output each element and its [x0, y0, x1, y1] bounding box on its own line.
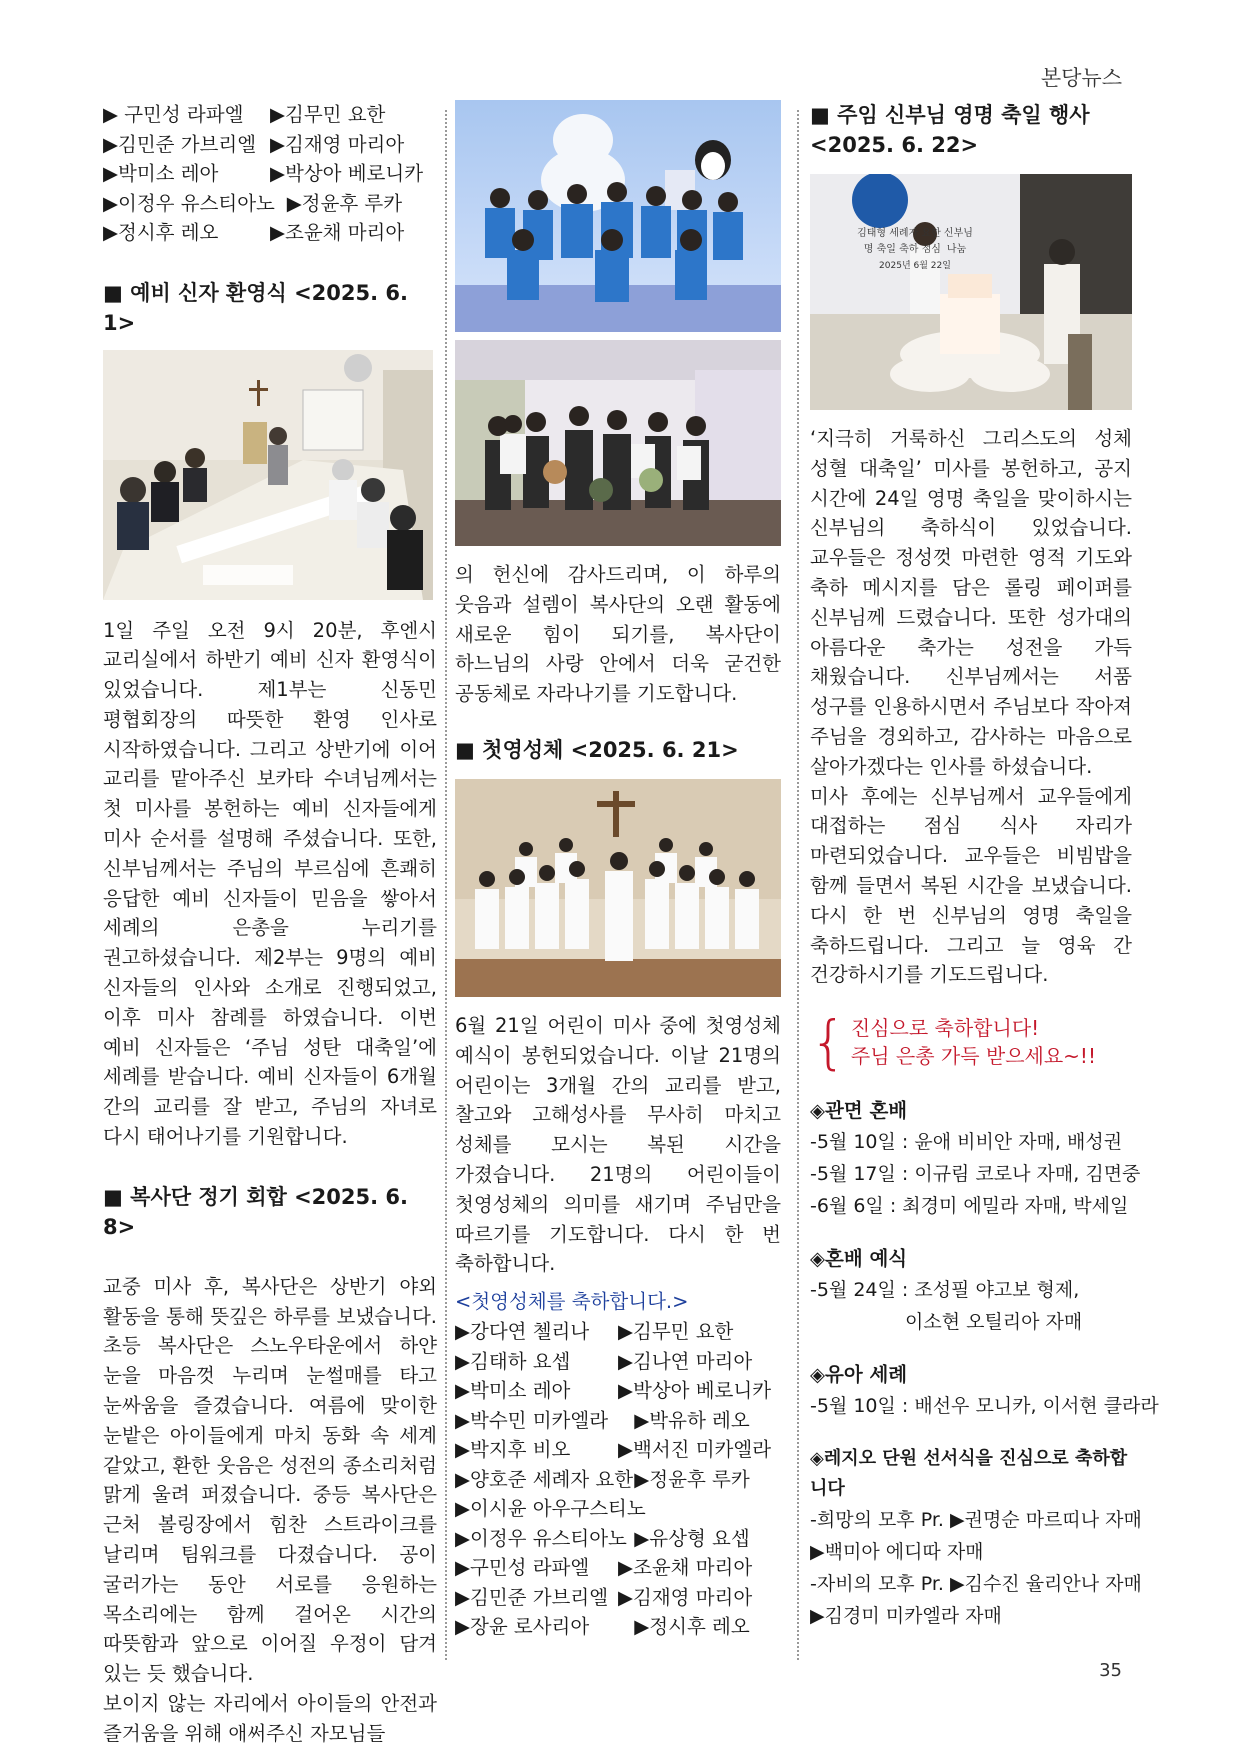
screen-text: 2025년 6월 22일: [879, 261, 951, 271]
screen-text: 명 축일 축하 점심: [863, 244, 941, 255]
column-divider: [445, 110, 447, 1660]
section-body: 교중 미사 후, 복사단은 상반기 야외 활동을 통해 뜻깊은 하루를 보냈습니다. 초등 복사단은 스노우타운에서 하얀 눈을 마음껏 누리며 눈썰매를 타고 눈싸움을 즐겼습니다. 여름에 맞이한 눈밭은 아이들에게 마치 동화 속 세계 같았고, 환한 웃음은 성전의 종소리처럼 맑게 울려 퍼졌습니다. 중등 복사단은 근처 볼링장에서 힘찬 스트라이크를 날리며 팀워크를 다졌습니다. 공이 굴러가는 동안 서로를 응원하는 목소리에는 함께 걸어온 시간의 따뜻함과 앞으로 이어질 우정이 담겨 있는 듯 했습니다.: [103, 1274, 437, 1686]
list-item: ▶박지후 비오 ▶백서진 미카엘라: [455, 1438, 772, 1462]
list-item: -5월 17일 : 이규림 코로나 자매, 김면중: [810, 1163, 1141, 1186]
page-number: 35: [1099, 1660, 1122, 1681]
section-body: ‘지극히 거룩하신 그리스도의 성체 성혈 대축일’ 미사를 봉헌하고, 공지 시간에 24일 영명 축일을 맞이하시는 신부님의 축하식이 있었습니다. 교우들은 정성껏 마련한 영적 기도와 축하 메시지를 담은 롤링 페이퍼를 신부님께 드렸습니다. 또한 성가대의 아름다운 축가는 성전을 가득 채웠습니다. 신부님께서는 서품 성구를 인용하시면서 주님보다 작아져 주님을 경외하고, 감사하는 마음으로 살아가겠다는 인사를 하셨습니다.: [810, 427, 1132, 778]
first-communion-photo: [455, 779, 781, 997]
screen-text: 김태형 세례자 요한 신부님: [857, 228, 973, 239]
classroom-photo: [103, 350, 433, 600]
name-list: [103, 100, 437, 248]
banner-line: 주님 은총 가득 받으세요~!!: [850, 1044, 1096, 1069]
banner-line: 진심으로 축하합니다!: [850, 1016, 1040, 1041]
list-item: -자비의 모후 Pr. ▶김수진 율리안나 자매: [810, 1573, 1142, 1596]
list-item: ▶이시윤 아우구스티노: [455, 1497, 646, 1521]
section-body: 보이지 않는 자리에서 아이들의 안전과 즐거움을 위해 애써주신 자모님들: [103, 1692, 437, 1745]
congrats-banner: [810, 1008, 1132, 1077]
column-2: [455, 100, 781, 1642]
list-item: ▶김민준 가브리엘 ▶김재영 마리아: [455, 1585, 753, 1609]
list-item: ▶장윤 로사리아 ▶정시후 레오: [455, 1615, 750, 1639]
list-item: ▶양호준 세례자 요한 ▶정윤후 루카: [455, 1467, 750, 1491]
subsection-title: ◈관면 혼배: [810, 1099, 908, 1123]
snowtown-photo: [455, 100, 781, 332]
name-list: [455, 1317, 781, 1642]
brace-icon: {: [810, 1008, 847, 1077]
section-body: 미사 후에는 신부님께서 교우들에게 대접하는 점심 식사 자리가 마련되었습니다. 교우들은 비빔밥을 함께 들면서 복된 시간을 보냈습니다. 다시 한 번 신부님의 영명 축일을 축하드립니다. 그리고 늘 영육 간 건강하시기를 기도드립니다.: [810, 784, 1132, 987]
list-item: ▶ 구민성 라파엘 ▶김무민 요한: [103, 103, 386, 126]
congrats-title: <첫영성체를 축하합니다.>: [455, 1290, 689, 1314]
list-item: -5월 10일 : 배선우 모니카, 이서현 클라라: [810, 1395, 1159, 1418]
section-title: ■ 첫영성체 <2025. 6. 21>: [455, 737, 739, 762]
column-1: [103, 100, 437, 1749]
list-item: ▶이정우 유스티아노 ▶유상형 요셉: [455, 1526, 750, 1550]
screen-text: 나눔: [946, 244, 967, 255]
section-title: ■ 주임 신부님 영명 축일 행사: [810, 103, 1090, 127]
list-item: ▶구민성 라파엘 ▶조윤채 마리아: [455, 1556, 753, 1580]
list-item: ▶강다연 첼리나 ▶김무민 요한: [455, 1320, 734, 1344]
list-item: -희망의 모후 Pr. ▶권명순 마르띠나 자매: [810, 1509, 1142, 1532]
column-3: [810, 100, 1159, 1632]
list-item: ▶이정우 유스티아노 ▶정윤후 루카: [103, 191, 403, 215]
subsection-title: ◈레지오 단원 선서식을 진심으로 축하합니다: [810, 1448, 1128, 1500]
section-title: <2025. 6. 22>: [810, 133, 979, 157]
subsection-title: ◈유아 세례: [810, 1363, 908, 1387]
list-item: ▶정시후 레오 ▶조윤채 마리아: [103, 221, 405, 244]
list-item: ▶박수민 미카엘라 ▶박유하 레오: [455, 1408, 750, 1432]
list-item: ▶김경미 미카엘라 자매: [810, 1605, 1002, 1628]
subsection-title: ◈혼배 예식: [810, 1247, 908, 1271]
section-title: ■ 복사단 정기 회합 <2025. 6. 8>: [103, 1184, 409, 1239]
section-title: ■ 예비 신자 환영식 <2025. 6. 1>: [103, 280, 409, 335]
section-body: 의 헌신에 감사드리며, 이 하루의 웃음과 설렘이 복사단의 오랜 활동에 새로운 힘이 되기를, 복사단이 하느님의 사랑 안에서 더욱 굳건한 공동체로 자라나기를 기도합니다.: [455, 563, 781, 706]
list-item: -5월 24일 : 조성필 야고보 형제,: [810, 1279, 1080, 1302]
list-item: 이소현 오틸리아 자매: [905, 1311, 1083, 1334]
list-item: ▶박미소 레아 ▶박상아 베로니카: [103, 162, 424, 185]
list-item: ▶김태하 요셉 ▶김나연 마리아: [455, 1349, 753, 1373]
feast-day-photo: [810, 174, 1132, 410]
column-divider: [797, 110, 799, 1660]
bowling-photo: [455, 340, 781, 546]
section-body: 6월 21일 어린이 미사 중에 첫영성체 예식이 봉헌되었습니다. 이날 21명의 어린이는 3개월 간의 교리를 받고, 찰고와 고해성사를 무사히 마치고 성체를 모시는 복된 시간을 가졌습니다. 21명의 어린이들이 첫영성체의 의미를 새기며 주님만을 따르기를 기도합니다. 다시 한 번 축하합니다.: [455, 1013, 781, 1276]
list-item: ▶김민준 가브리엘 ▶김재영 마리아: [103, 132, 405, 156]
list-item: -6월 6일 : 최경미 에밀라 자매, 박세일: [810, 1195, 1129, 1218]
page-header: 본당뉴스: [1040, 66, 1122, 90]
list-item: ▶박미소 레아 ▶박상아 베로니카: [455, 1379, 772, 1403]
list-item: ▶백미아 에디따 자매: [810, 1541, 984, 1564]
list-item: -5월 10일 : 윤애 비비안 자매, 배성권: [810, 1131, 1123, 1154]
section-body: 1일 주일 오전 9시 20분, 후엔시 교리실에서 하반기 예비 신자 환영식이 있었습니다. 제1부는 신동민 평협회장의 따뜻한 환영 인사로 시작하였습니다. 그리고 상반기에 이어 교리를 맡아주신 보카타 수녀님께서는 첫 미사를 봉헌하는 예비 신자들에게 미사 순서를 설명해 주셨습니다. 또한, 신부님께서는 주님의 부르심에 흔쾌히 응답한 예비 신자들이 믿음을 쌓아서 세례의 은총을 누리기를 권고하셨습니다. 제2부는 9명의 예비 신자들의 인사와 소개로 진행되었고, 이후 미사 참례를 하였습니다. 이번 예비 신자들은 ‘주님 성탄 대축일’에 세례를 받습니다. 예비 신자들이 6개월 간의 교리를 잘 받고, 주님의 자녀로 다시 태어나기를 기원합니다.: [103, 618, 437, 1149]
